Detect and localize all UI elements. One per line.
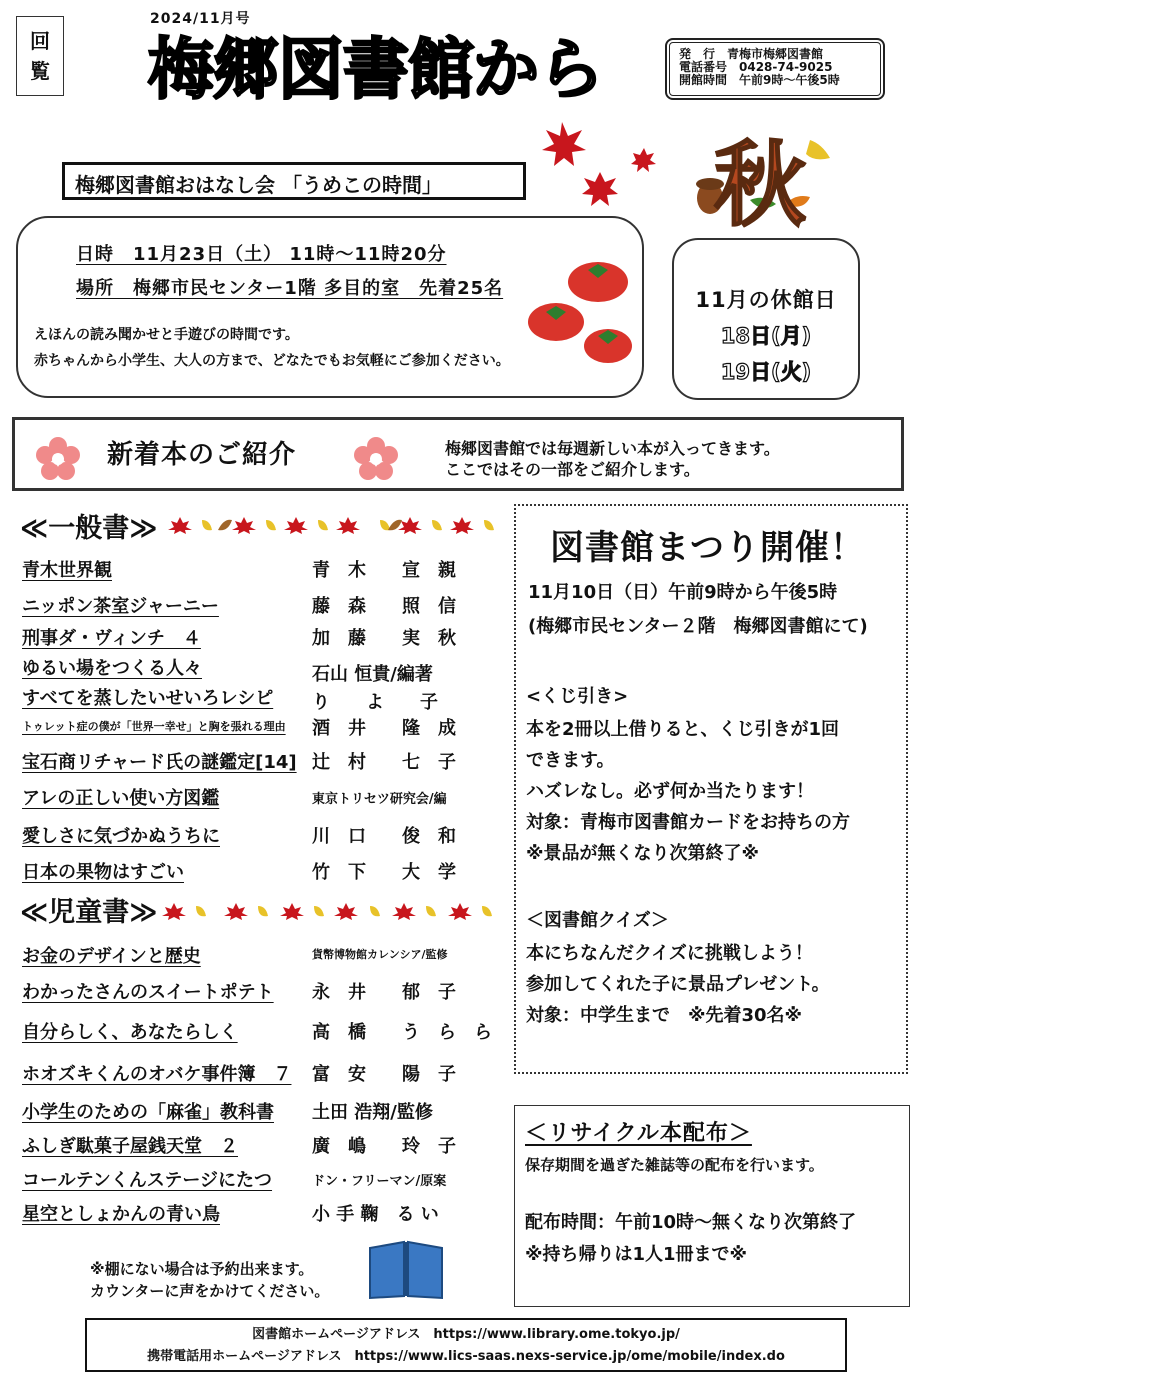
children-heading: ≪児童書≫ bbox=[20, 897, 158, 928]
homepage-url[interactable]: 図書館ホームページアドレス https://www.library.ome.tokyo.jp/ bbox=[252, 1327, 680, 1342]
book-author: 辻 村 七 子 bbox=[312, 752, 456, 773]
plum-flower-icon bbox=[35, 436, 81, 482]
book-title: わかったさんのスイートポテト bbox=[22, 982, 274, 1003]
quiz-line-2: 参加してくれた子に景品プレゼント。 bbox=[526, 974, 830, 995]
storytime-desc-2: 赤ちゃんから小学生、大人の方まで、どなたでもお気軽にご参加ください。 bbox=[34, 353, 510, 369]
book-author: 東京トリセツ研究会/編 bbox=[312, 792, 447, 807]
publisher-box bbox=[665, 38, 885, 100]
plum-flower-icon bbox=[353, 436, 399, 482]
mobile-url[interactable]: 携帯電話用ホームページアドレス https://www.lics-saas.nexs-service.jp/ome/mobile/index.do bbox=[147, 1349, 785, 1364]
publisher-line-2: 電話番号 0428-74-9025 bbox=[679, 60, 833, 74]
storytime-date: 日時 11月23日（土） 11時～11時20分 bbox=[76, 244, 447, 265]
book-title: 小学生のための「麻雀」教科書 bbox=[22, 1102, 274, 1123]
book-author: 廣 嶋 玲 子 bbox=[312, 1136, 456, 1157]
new-books-desc-2: ここではその一部をご紹介します。 bbox=[445, 460, 700, 479]
book-title: ふしぎ駄菓子屋銭天堂 ２ bbox=[22, 1136, 238, 1157]
book-author: 永 井 郁 子 bbox=[312, 982, 456, 1003]
festival-where: (梅郷市民センター２階 梅郷図書館にて) bbox=[528, 616, 868, 637]
autumn-art bbox=[690, 120, 830, 239]
closed-day-2: 19日(火) bbox=[720, 360, 812, 384]
storytime-desc-1: えほんの読み聞かせと手遊びの時間です。 bbox=[34, 327, 299, 343]
book-author: 川 口 俊 和 bbox=[312, 826, 456, 847]
festival-when: 11月10日（日）午前9時から午後5時 bbox=[528, 582, 838, 603]
publisher-line-3: 開館時間 午前9時～午後5時 bbox=[679, 73, 840, 87]
festival-box bbox=[514, 504, 908, 1074]
recycle-line-2: 配布時間：午前10時～無くなり次第終了 bbox=[525, 1212, 857, 1233]
url-box bbox=[85, 1318, 847, 1372]
book-title: アレの正しい使い方図鑑 bbox=[22, 788, 220, 809]
lottery-line-5: ※景品が無くなり次第終了※ bbox=[526, 843, 759, 864]
closed-days-title: 11月の休館日 bbox=[695, 288, 837, 312]
lottery-line-2: できます。 bbox=[526, 750, 615, 771]
book-author: 石山 恒貴/編著 bbox=[312, 664, 433, 685]
book-author: り よ 子 bbox=[312, 692, 438, 713]
book-title: すべてを蒸したいせいろレシピ bbox=[22, 688, 274, 709]
book-title: 宝石商リチャード氏の謎鑑定[14] bbox=[22, 752, 297, 773]
book-author: 高 橋 う ら ら bbox=[312, 1022, 492, 1043]
maple-leaves-icon bbox=[540, 120, 660, 215]
book-title: 星空としょかんの青い鳥 bbox=[22, 1204, 220, 1225]
kairan-char-1: 回 bbox=[30, 29, 50, 53]
reserve-note-line-1: ※棚にない場合は予約出来ます。 bbox=[90, 1260, 314, 1278]
new-books-title: 新着本のご紹介 bbox=[107, 440, 297, 470]
book-icon bbox=[366, 1238, 446, 1300]
recycle-line-1: 保存期間を過ぎた雑誌等の配布を行います。 bbox=[525, 1156, 824, 1174]
book-title: お金のデザインと歴史 bbox=[22, 946, 201, 967]
book-title: ホオズキくんのオバケ事件簿 ７ bbox=[22, 1064, 292, 1085]
book-author: ドン・フリーマン/原案 bbox=[312, 1174, 447, 1189]
storytime-title: 梅郷図書館おはなし会 「うめこの時間」 bbox=[62, 162, 526, 200]
reserve-note-line-2: カウンターに声をかけてください。 bbox=[90, 1282, 330, 1300]
book-title: 自分らしく、あなたらしく bbox=[22, 1022, 238, 1043]
persimmon-icon bbox=[526, 258, 636, 370]
book-author: 小 手 鞠 る い bbox=[312, 1204, 439, 1225]
storytime-place: 場所 梅郷市民センター1階 多目的室 先着25名 bbox=[76, 278, 504, 299]
kairan-box bbox=[16, 16, 64, 96]
issue-label: 2024/11月号 bbox=[150, 11, 251, 27]
lottery-heading: <くじ引き> bbox=[526, 686, 629, 707]
book-author: 青 木 宣 親 bbox=[312, 560, 456, 581]
lottery-line-4: 対象：青梅市図書館カードをお持ちの方 bbox=[526, 812, 850, 833]
book-title: ゆるい場をつくる人々 bbox=[22, 658, 202, 679]
book-author: 加 藤 実 秋 bbox=[312, 628, 456, 649]
quiz-line-3: 対象：中学生まで ※先着30名※ bbox=[526, 1005, 803, 1026]
book-author: 富 安 陽 子 bbox=[312, 1064, 456, 1085]
book-title: ニッポン茶室ジャーニー bbox=[22, 596, 219, 617]
lottery-line-3: ハズレなし。必ず何か当たります！ bbox=[526, 781, 814, 802]
new-books-desc-1: 梅郷図書館では毎週新しい本が入ってきます。 bbox=[445, 439, 780, 458]
closed-day-1: 18日(月) bbox=[720, 324, 812, 348]
recycle-box bbox=[514, 1105, 910, 1307]
book-author: 貨幣博物館カレンシア/監修 bbox=[312, 948, 448, 961]
page-title: 梅郷図書館から bbox=[148, 31, 603, 108]
book-title: トゥレット症の僕が「世界一幸せ」と胸を張れる理由 bbox=[22, 720, 286, 733]
book-author: 土田 浩翔/監修 bbox=[312, 1102, 433, 1123]
reserve-note bbox=[90, 1258, 329, 1302]
book-title: 愛しさに気づかぬうちに bbox=[22, 826, 220, 847]
book-title: コールテンくんステージにたつ bbox=[22, 1170, 273, 1191]
closed-days-box bbox=[672, 238, 860, 400]
book-author: 竹 下 大 学 bbox=[312, 862, 456, 883]
festival-title: 図書館まつり開催！ bbox=[550, 528, 865, 568]
autumn-char: 秋 bbox=[714, 132, 807, 239]
general-heading: ≪一般書≫ bbox=[20, 513, 158, 544]
leaf-garland-icon bbox=[166, 516, 502, 534]
book-author: 藤 森 照 信 bbox=[312, 596, 456, 617]
recycle-line-3: ※持ち帰りは1人1冊まで※ bbox=[525, 1244, 748, 1265]
book-title: 刑事ダ・ヴィンチ ４ bbox=[22, 628, 201, 649]
book-title: 青木世界観 bbox=[22, 560, 112, 581]
quiz-line-1: 本にちなんだクイズに挑戦しよう！ bbox=[526, 943, 813, 964]
publisher-line-1: 発 行 青梅市梅郷図書館 bbox=[679, 47, 824, 61]
lottery-line-1: 本を2冊以上借りると、くじ引きが1回 bbox=[526, 719, 840, 740]
book-title: 日本の果物はすごい bbox=[22, 862, 184, 883]
recycle-title: ＜リサイクル本配布＞ bbox=[525, 1121, 752, 1146]
leaf-garland-icon bbox=[160, 902, 502, 920]
book-author: 酒 井 隆 成 bbox=[312, 718, 456, 739]
kairan-char-2: 覧 bbox=[30, 59, 50, 83]
new-books-banner bbox=[12, 417, 904, 491]
quiz-heading: ＜図書館クイズ＞ bbox=[526, 910, 669, 931]
